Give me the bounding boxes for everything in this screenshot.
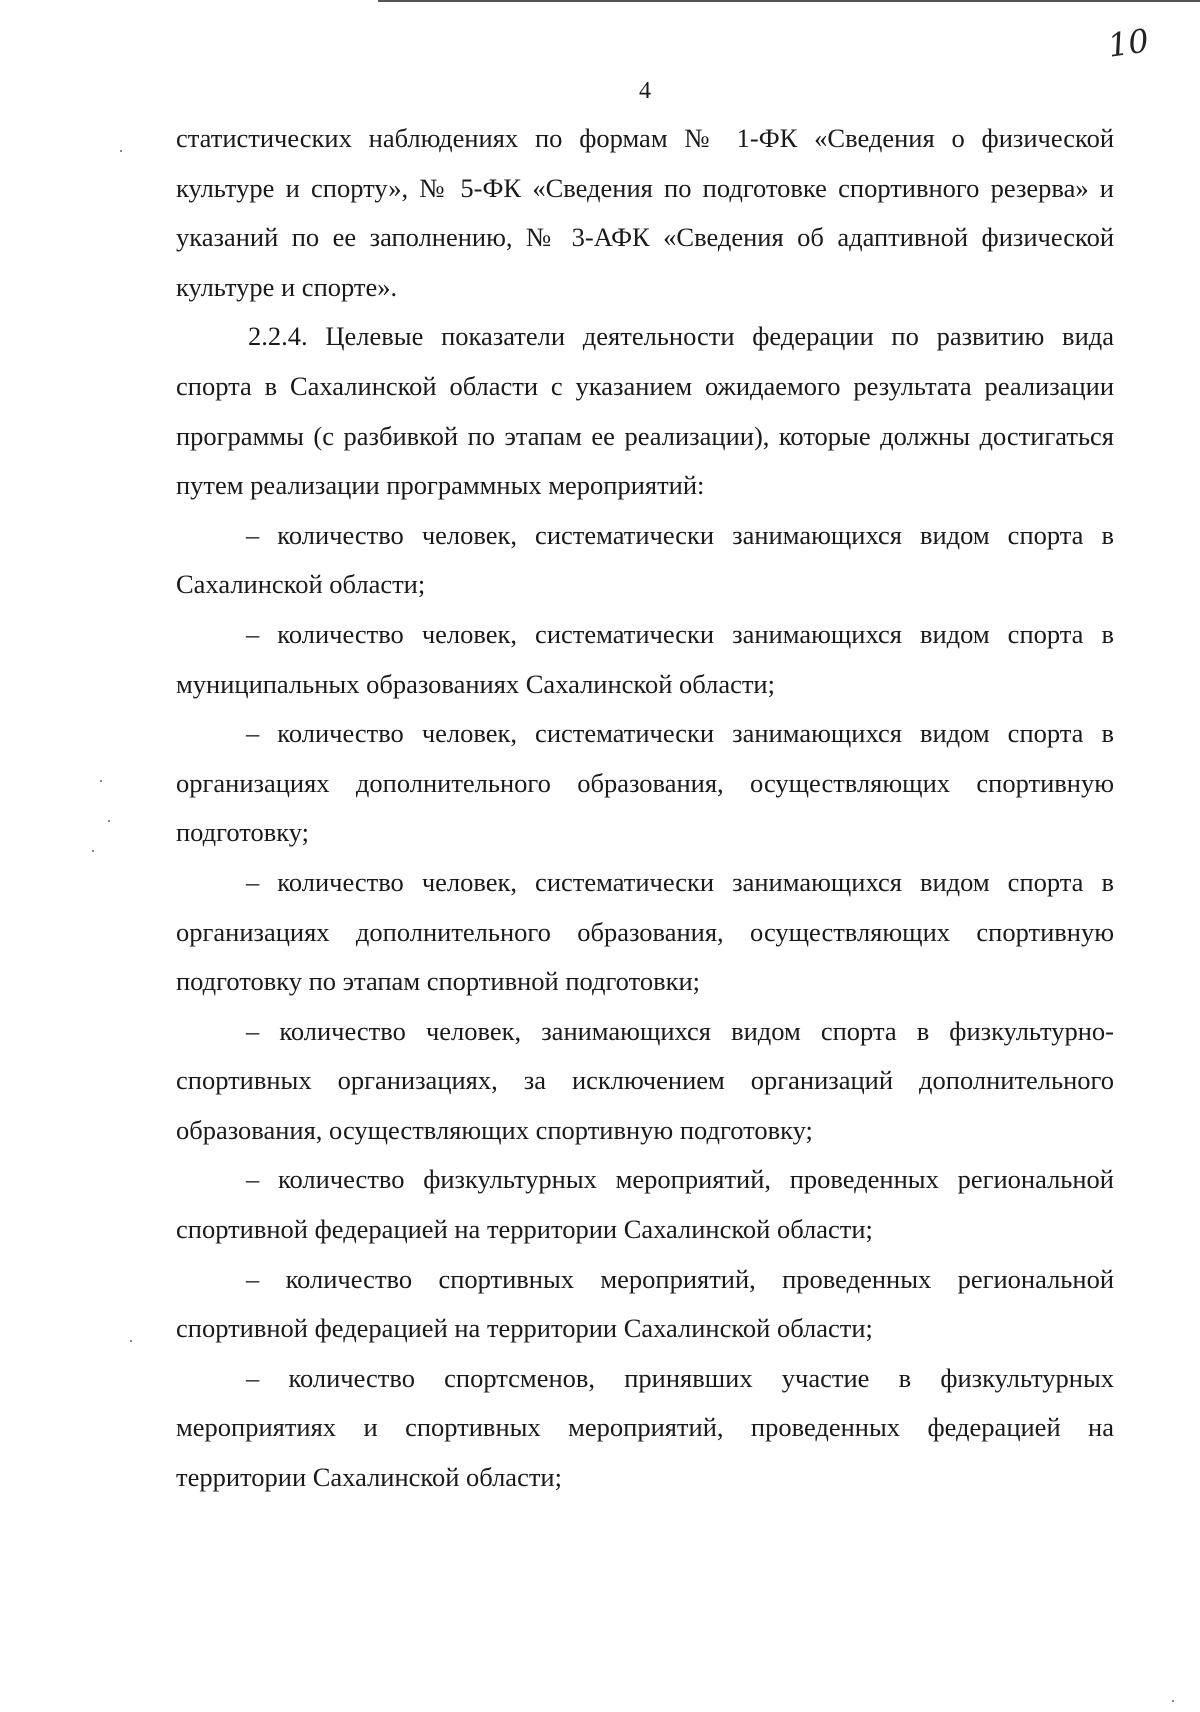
list-item: – количество человек, систематически занимающихся видом спорта в организациях дополнительного образования, осуществляющих спортивную подготовку; (176, 718, 1114, 848)
scan-speck (130, 1340, 132, 1342)
list-item: – количество человек, систематически занимающихся видом спорта в муниципальных образованиях Сахалинской области; (176, 618, 1114, 699)
list-item: – количество физкультурных мероприятий, проведенных региональной спортивной федерацией на территории Сахалинской области; (176, 1164, 1114, 1245)
scan-speck (120, 150, 122, 152)
list-item: – количество спортивных мероприятий, проведенных региональной спортивной федерацией на территории Сахалинской области; (176, 1263, 1114, 1344)
list-item: – количество спортсменов, принявших участие в физкультурных мероприятиях и спортивных мероприятий, проведенных федерацией на территории Сахалинской области; (176, 1362, 1114, 1493)
paragraph-statistics: статистических наблюдениях по формам № 1-ФК «Сведения о физической культуре и спорту», № 5-ФК «Сведения по подготовке спортивного резерва» и указаний по ее заполнению, № 3-АФК «Сведения об адаптивной физической культуре и спорте». (176, 123, 1114, 302)
scan-speck (1172, 1700, 1174, 1702)
handwritten-sheet-number: 10 (1105, 21, 1152, 65)
list-item: – количество человек, систематически занимающихся видом спорта в Сахалинской области; (176, 519, 1114, 600)
list-item: – количество человек, занимающихся видом спорта в физкультурно-спортивных организациях, за исключением организаций дополнительного образования, осуществляющих спортивную подготовку; (176, 1015, 1114, 1145)
list-item: – количество человек, систематически занимающихся видом спорта в организациях дополнительного образования, осуществляющих спортивную подготовку по этапам спортивной подготовки; (176, 866, 1114, 997)
document-body (176, 114, 1114, 1503)
scan-speck (92, 850, 94, 852)
paragraph-target-indicators: 2.2.4. Целевые показатели деятельности федерации по развитию вида спорта в Сахалинской области с указанием ожидаемого результата реализации программы (с разбивкой по этапам ее реализации), которые должны достигаться путем реализации программных мероприятий: (176, 321, 1114, 501)
page-number: 4 (639, 78, 651, 104)
top-border-line (378, 0, 1200, 2)
scan-speck (100, 780, 102, 782)
scan-speck (108, 820, 110, 822)
